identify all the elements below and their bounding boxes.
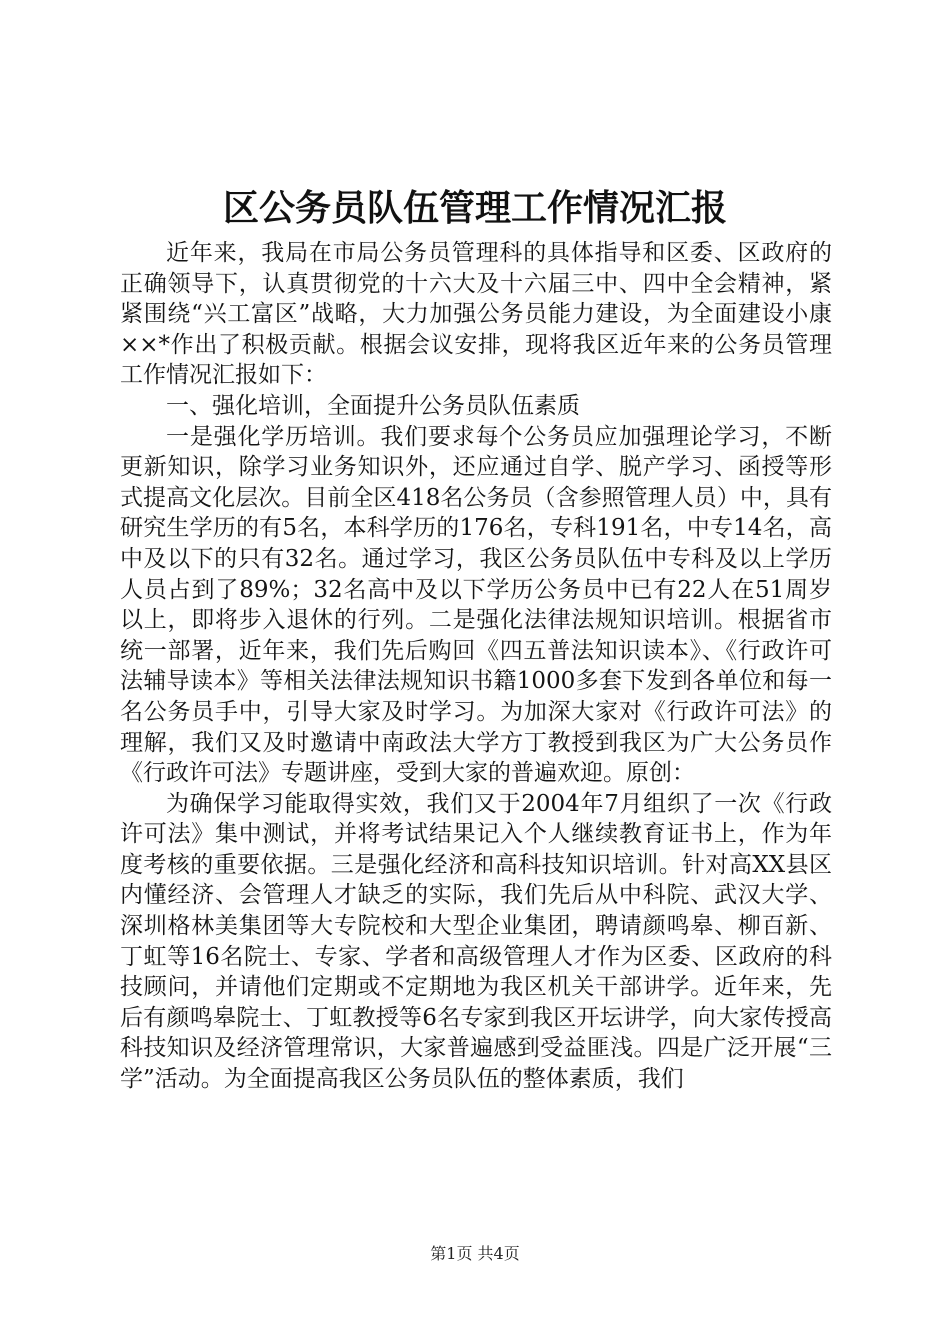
section-heading-training: 一、强化培训，全面提升公务员队伍素质: [166, 392, 580, 419]
paragraph-intro: 近年来，我局在市局公务员管理科的具体指导和区委、区政府的正确领导下，认真贯彻党的十六大及十六届三中、四中全会精神，紧紧围绕“兴工富区”战略，大力加强公务员能力建设，为全面建设小康××*作出了积极贡献。根据会议安排，现将我区近年来的公务员管理工作情况汇报如下：: [120, 240, 832, 389]
paragraph-testing-and-tech-training: 为确保学习能取得实效，我们又于2004年7月组织了一次《行政许可法》集中测试，并将考试结果记入个人继续教育证书上，作为年度考核的重要依据。三是强化经济和高科技知识培训。针对高XX县区内懂经济、会管理人才缺乏的实际，我们先后从中科院、武汉大学、深圳格林美集团等大专院校和大型企业集团，聘请颜鸣皋、柳百新、丁虹等16名院士、专家、学者和高级管理人才作为区委、区政府的科技顾问，并请他们定期或不定期地为我区机关干部讲学。近年来，先后有颜鸣皋院士、丁虹教授等6名专家到我区开坛讲学，向大家传授高科技知识及经济管理常识，大家普遍感到受益匪浅。四是广泛开展“三学”活动。为全面提高我区公务员队伍的整体素质，我们: [120, 790, 832, 1093]
page-number-footer: 第1页 共4页: [430, 1244, 520, 1263]
paragraph-education-training: 一是强化学历培训。我们要求每个公务员应加强理论学习，不断更新知识，除学习业务知识外，还应通过自学、脱产学习、函授等形式提高文化层次。目前全区418名公务员（含参照管理人员）中，具有研究生学历的有5名，本科学历的176名，专科191名，中专14名，高中及以下的只有32名。通过学习，我区公务员队伍中专科及以上学历人员占到了89%；32名高中及以下学历公务员中已有22人在51周岁以上，即将步入退休的行列。二是强化法律法规知识培训。根据省市统一部署，近年来，我们先后购回《四五普法知识读本》、《行政许可法辅导读本》等相关法律法规知识书籍1000多套下发到各单位和每一名公务员手中，引导大家及时学习。为加深大家对《行政许可法》的理解，我们又及时邀请中南政法大学方丁教授到我区为广大公务员作《行政许可法》专题讲座，受到大家的普遍欢迎。原创：: [120, 423, 832, 787]
document-body: [120, 238, 832, 1095]
document-title: 区公务员队伍管理工作情况汇报: [222, 187, 727, 229]
